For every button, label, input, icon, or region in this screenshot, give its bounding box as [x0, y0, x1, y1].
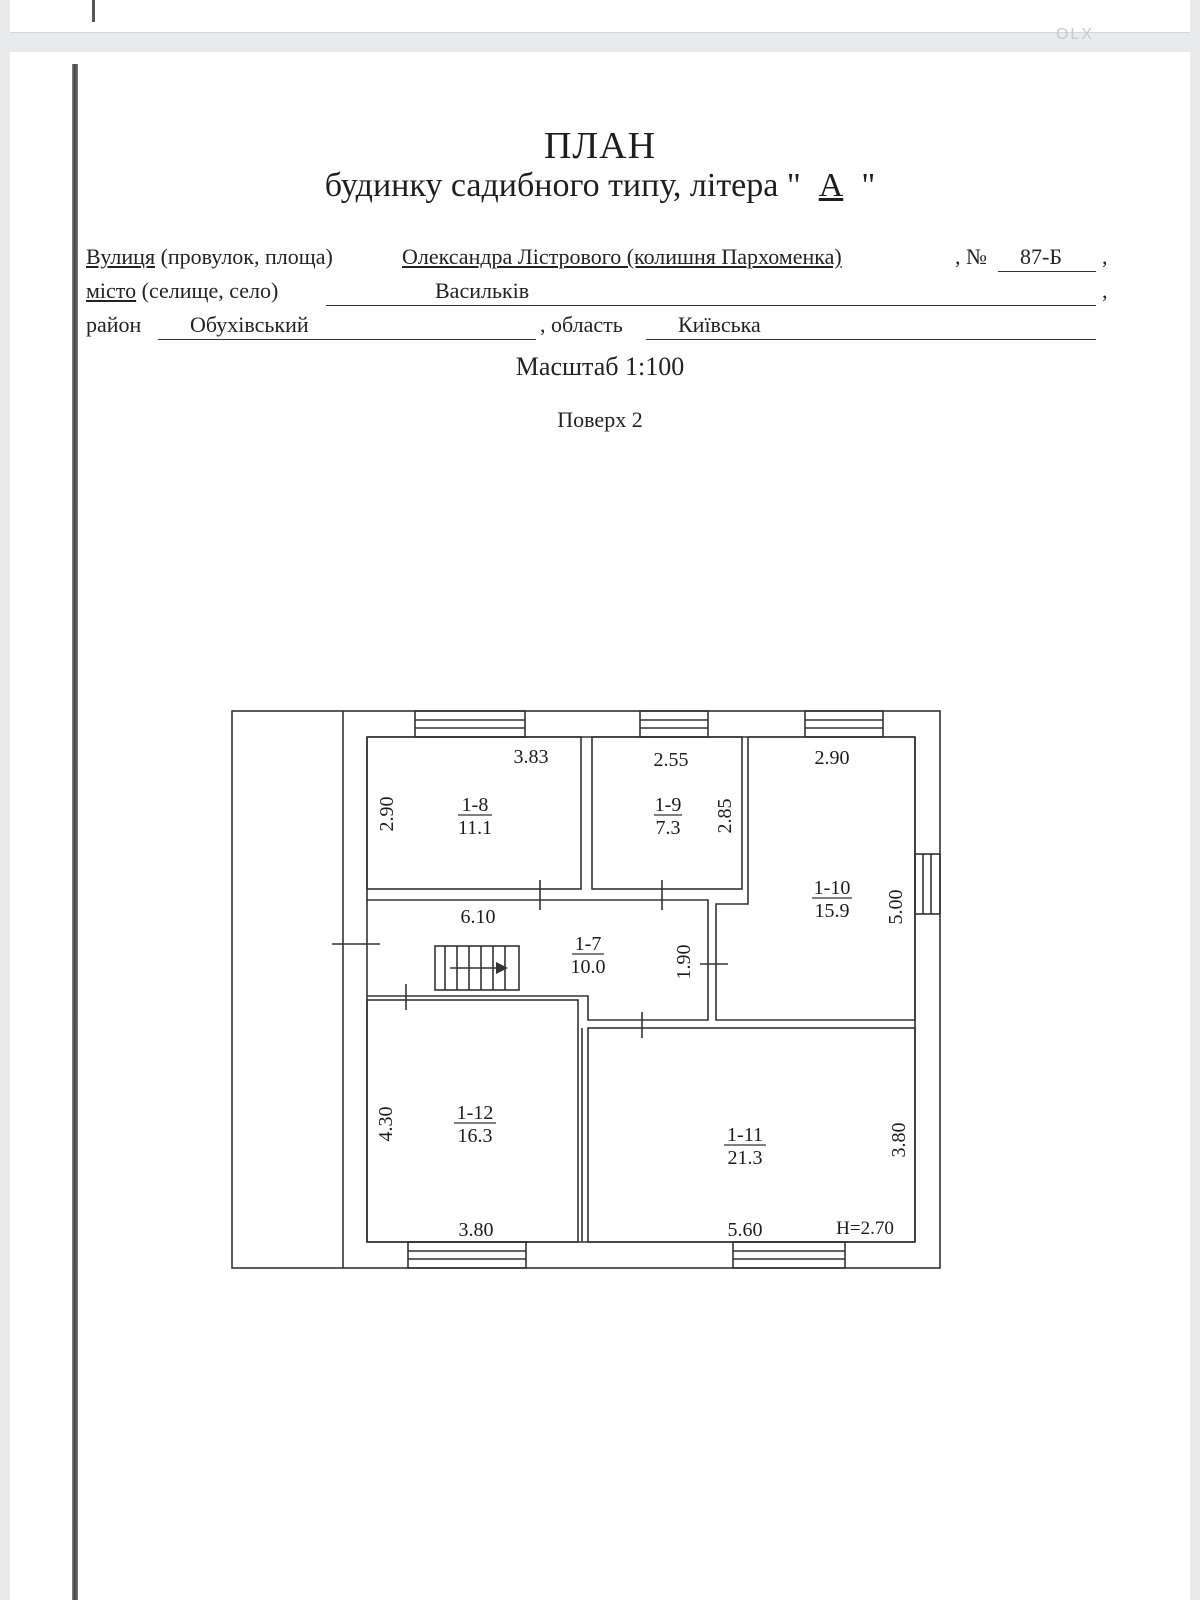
number-value: 87-Б — [1020, 244, 1062, 269]
window-top-1 — [415, 711, 525, 737]
dim-1-9-width: 2.55 — [653, 749, 689, 771]
room-1-7-outline — [367, 900, 708, 1020]
district-label: район — [86, 312, 142, 337]
city-value: Васильків — [435, 278, 530, 303]
dim-1-11-width: 5.60 — [727, 1219, 763, 1241]
dim-1-10-width: 2.90 — [814, 747, 850, 769]
room-1-11-id: 1-11 — [727, 1124, 763, 1146]
subtitle-prefix: будинку садибного типу, літера " — [324, 167, 801, 204]
plan-title: ПЛАН — [543, 125, 657, 167]
street-value: Олександра Лістрового (колишня Пархоменка) — [402, 244, 842, 269]
document-page — [10, 52, 1190, 1600]
room-1-8-id: 1-8 — [461, 794, 489, 816]
window-bottom-2 — [733, 1242, 845, 1268]
room-1-9-id: 1-9 — [654, 794, 682, 816]
street-comma: , — [1102, 244, 1108, 269]
number-label: , № — [955, 244, 987, 269]
dim-1-10-height: 5.00 — [885, 889, 907, 925]
previous-page-margin-mark — [92, 0, 95, 22]
region-value: Київська — [678, 312, 761, 337]
room-1-9-area: 7.3 — [655, 817, 681, 839]
window-bottom-1 — [408, 1242, 526, 1268]
ceiling-height: Н=2.70 — [836, 1218, 894, 1239]
scale-label: Масштаб 1:100 — [515, 352, 685, 381]
dim-1-11-height: 3.80 — [888, 1122, 910, 1158]
dim-1-7-height: 1.90 — [673, 944, 695, 980]
stair-arrow-head — [496, 962, 508, 974]
room-1-11-area: 21.3 — [727, 1147, 763, 1169]
street-label-rest: (провулок, площа) — [155, 244, 333, 269]
watermark: OLX — [1055, 26, 1094, 43]
district-value: Обухівський — [190, 312, 309, 337]
room-1-8-area: 11.1 — [457, 817, 493, 839]
room-1-12-area: 16.3 — [457, 1125, 493, 1147]
city-comma: , — [1102, 278, 1108, 303]
dim-1-12-width: 3.80 — [458, 1219, 494, 1241]
room-1-10-id: 1-10 — [813, 877, 851, 899]
litera-value: А — [818, 167, 844, 204]
city-label: місто — [86, 278, 137, 303]
room-1-7-area: 10.0 — [570, 956, 606, 978]
room-1-10-area: 15.9 — [814, 900, 850, 922]
window-right — [915, 854, 940, 914]
dim-1-8-height: 2.90 — [376, 796, 398, 832]
dim-1-7-width: 6.10 — [460, 906, 496, 928]
floor-label: Поверх 2 — [557, 407, 643, 432]
dim-1-8-width: 3.83 — [513, 746, 549, 768]
outer-wall — [232, 711, 940, 1268]
subtitle-suffix: " — [861, 167, 876, 204]
city-label-rest: (селище, село) — [136, 278, 279, 303]
window-top-2 — [640, 711, 708, 737]
window-top-3 — [805, 711, 883, 737]
room-1-7-id: 1-7 — [574, 933, 602, 955]
floor-plan — [10, 52, 1190, 1600]
dim-1-12-height: 4.30 — [375, 1106, 397, 1142]
room-1-12-id: 1-12 — [456, 1102, 494, 1124]
street-label: Вулиця — [86, 244, 156, 269]
dim-1-9-height: 2.85 — [714, 798, 736, 834]
region-label: , область — [540, 312, 623, 337]
